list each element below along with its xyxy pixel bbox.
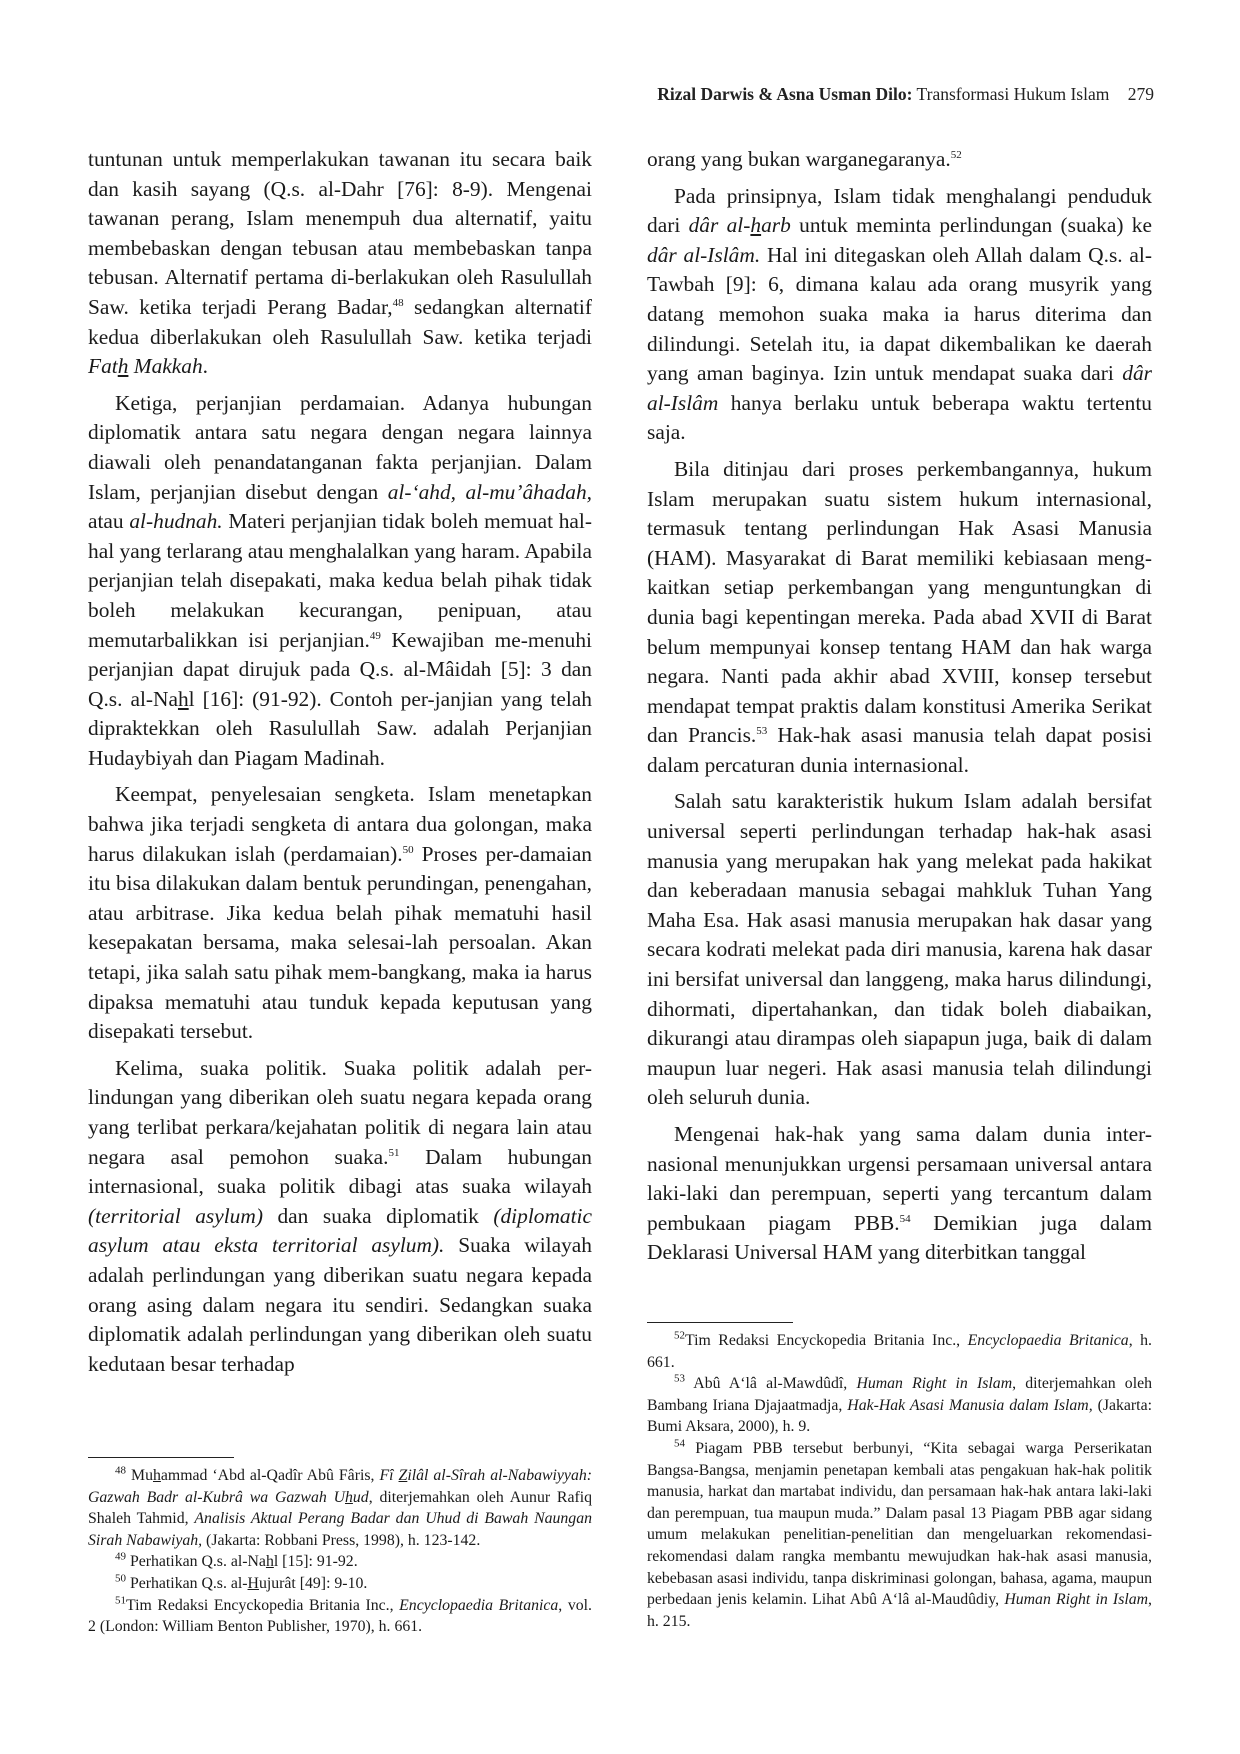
left-column [88,145,592,1386]
footnote-ref: 53 [756,725,768,738]
footnote-divider [647,1322,793,1323]
footnote: $^{53}$ Abû A‘lâ al-Mawdûdî, Human Right in Islam, diterjemahkan oleh Bambang Iriana Djajaatmadja, Hak-Hak Asasi Manusia dalam Islam, (Jakarta: Bumi Aksara, 2000), h. 9. [647,1372,1152,1436]
page-number: 279 [1127,84,1154,104]
paragraph: Bila ditinjau dari proses perkembangannya, hukum Islam merupakan suatu sistem hukum internasional, termasuk tentang perlindungan Hak Asasi Manusia (HAM). Masyarakat di Barat memiliki kebiasaan meng-kaitkan setiap perkembangan yang menguntungkan di dunia bagi kepentingan mereka. Pada abad XVII di Barat belum mempunyai konsep tentang HAM dan hak warga negara. Nanti pada akhir abad XVIII, konsep tersebut mendapat tempat praktis dalam konstitusi Amerika Serikat dan Prancis.$^{53}$ Hak-hak asasi manusia telah dapat posisi dalam percaturan dunia internasional. [647,456,1152,777]
footnote: $^{50}$ Perhatikan Q.s. al-Hujurât [49]: 9-10. [115,1572,368,1592]
footnote-ref: 54 [899,1212,911,1225]
footnote: $^{48}$ Muhammad ‘Abd al-Qadîr Abû Fâris, Fî Zilâl al-Sîrah al-Nabawiyyah: Gazwah Badr al-Kubrâ wa Gazwah Uhud, diterjemahkan oleh Aunur Rafiq Shaleh Tahmid, Analisis Aktual Perang Badar dan Uhud di Bawah Naungan Sirah Nabawiyah, (Jakarta: Robbani Press, 1998), h. 123-142. [88,1464,593,1549]
footnote-ref: 51 [388,1146,400,1159]
paragraph: Keempat, penyelesaian sengketa. Islam menetapkan bahwa jika terjadi sengketa di antara dua golongan, maka harus dilakukan islah (perdamaian).$^{50}$ Proses per-damaian itu bisa dilakukan dalam bentuk perundingan, penengahan, atau arbitrase. Jika kedua belah pihak mematuhi hasil kesepakatan bersama, maka selesai-lah persoalan. Akan tetapi, jika salah satu pihak mem-bangkang, maka ia harus dipaksa mematuhi atau tunduk kepada keputusan yang disepakati tersebut. [88,782,593,1044]
header-title: Transformasi Hukum Islam [916,84,1110,104]
paragraph: tuntunan untuk memperlakukan tawanan itu secara baik dan kasih sayang (Q.s. al-Dahr [76]: 8-9). Mengenai tawanan perang, Islam menempuh dua alternatif, yaitu membebaskan dengan tebusan atau membebaskan tanpa tebusan. Alternatif pertama di-berlakukan oleh Rasulullah Saw. ketika terjadi Perang Badar,$^{48}$ sedangkan alternatif kedua diberlakukan oleh Rasulullah Saw. ketika terjadi Fath Makkah. [88,147,592,379]
footnote: $^{54}$ Piagam PBB tersebut berbunyi, “Kita sebagai warga Perserikatan Bangsa-Bangsa, menjamin penetapan kembali atas pengakuan hak-hak politik manusia, harkat dan martabat individu, dan persamaan hak-hak antara laki-laki dan perempuan, tua maupun muda.” Dalam pasal 13 Piagam PBB agar sidang umum melakukan penelitian-penelitian dan mengeluarkan rekomendasi-rekomendasi dalam rangka membantu mewujudkan hak-hak asasi manusia, kebebasan asasi individu, tanpa diskriminasi golongan, bahasa, agama, maupun perbedaan jenis kelamin. Lihat Abû A‘lâ al-Maudûdiy, Human Right in Islam, h. 215. [647,1437,1152,1630]
right-column [647,145,1152,1275]
running-header [657,84,1154,105]
paragraph: orang yang bukan warganegaranya.$^{52}$ [647,147,962,171]
paragraph: Ketiga, perjanjian perdamaian. Adanya hubungan diplomatik antara satu negara dengan negara lainnya diawali oleh penandatanganan fakta perjanjian. Dalam Islam, perjanjian disebut dengan al-‘ahd, al-mu’âhadah, atau al-hudnah. Materi perjanjian tidak boleh memuat hal-hal yang terlarang atau menghalalkan yang haram. Apabila perjanjian telah disepakati, maka kedua belah pihak tidak boleh melakukan kecurangan, penipuan, atau memutarbalikkan isi perjanjian.$^{49}$ Kewajiban me-menuhi perjanjian dapat dirujuk pada Q.s. al-Mâidah [5]: 3 dan Q.s. al-Nahl [16]: (91-92). Contoh per-janjian yang telah dipraktekkan oleh Rasulullah Saw. adalah Perjanjian Hudaybiyah dan Piagam Madinah. [88,390,593,770]
paragraph: Mengenai hak-hak yang sama dalam dunia inter-nasional menunjukkan urgensi persamaan universal antara laki-laki dan perempuan, seperti yang tercantum dalam pembukaan piagam PBB.$^{54}$ Demikian juga dalam Deklarasi Universal HAM yang diterbitkan tanggal [647,1122,1152,1265]
paragraph: Kelima, suaka politik. Suaka politik adalah per-lindungan yang diberikan oleh suatu negara kepada orang yang terlibat perkara/kejahatan politik di negara lain atau negara asal pemohon suaka.$^{51}$ Dalam hubungan internasional, suaka politik dibagi atas suaka wilayah (territorial asylum) dan suaka diplomatik (diplomatic asylum atau eksta territorial asylum). Suaka wilayah adalah perlindungan yang diberikan suatu negara kepada orang asing dalam negara itu sendiri. Sedangkan suaka diplomatik adalah perlindungan yang diberikan oleh suatu kedutaan besar terhadap [88,1055,592,1376]
paragraph: Pada prinsipnya, Islam tidak menghalangi penduduk dari dâr al-harb untuk meminta perlindungan (suaka) ke dâr al-Islâm. Hal ini ditegaskan oleh Allah dalam Q.s. al-Tawbah [9]: 6, dimana kalau ada orang musyrik yang datang memohon suaka maka ia harus diterima dan dilindungi. Setelah itu, ia dapat dikembalikan ke daerah yang aman baginya. Izin untuk mendapat suaka dari dâr al-Islâm hanya berlaku untuk beberapa waktu tertentu saja. [647,183,1152,445]
footnote-ref: 50 [402,843,414,856]
footnote: $^{49}$ Perhatikan Q.s. al-Nahl [15]: 91-92. [115,1551,358,1571]
footnote: $^{51}$Tim Redaksi Encyckopedia Britania Inc., Encyclopaedia Britanica, vol. 2 (London: William Benton Publisher, 1970), h. 661. [88,1594,592,1636]
footnotes-left [88,1465,592,1638]
footnote-ref: 49 [369,629,381,642]
paragraph: Salah satu karakteristik hukum Islam adalah bersifat universal seperti perlindungan terhadap hak-hak asasi manusia yang merupakan hak yang melekat pada hakikat dan keberadaan manusia sebagai mahkluk Tuhan Yang Maha Esa. Hak asasi manusia merupakan hak dasar yang secara kodrati melekat pada diri manusia, karena hak dasar ini bersifat universal dan langgeng, maka harus dilindungi, dihormati, dipertahankan, dan tidak boleh diabaikan, dikurangi atau dirampas oleh siapapun juga, baik di dalam maupun luar negeri. Hak asasi manusia telah dilindungi oleh seluruh dunia. [647,789,1152,1110]
footnotes-right [647,1330,1152,1632]
footnote-ref: 48 [392,296,404,309]
header-authors: Rizal Darwis & Asna Usman Dilo: [657,84,913,104]
footnote: $^{52}$Tim Redaksi Encyckopedia Britania Inc., Encyclopaedia Britanica, h. 661. [647,1329,1152,1371]
footnote-ref: 52 [950,148,962,161]
footnote-divider [88,1457,234,1458]
